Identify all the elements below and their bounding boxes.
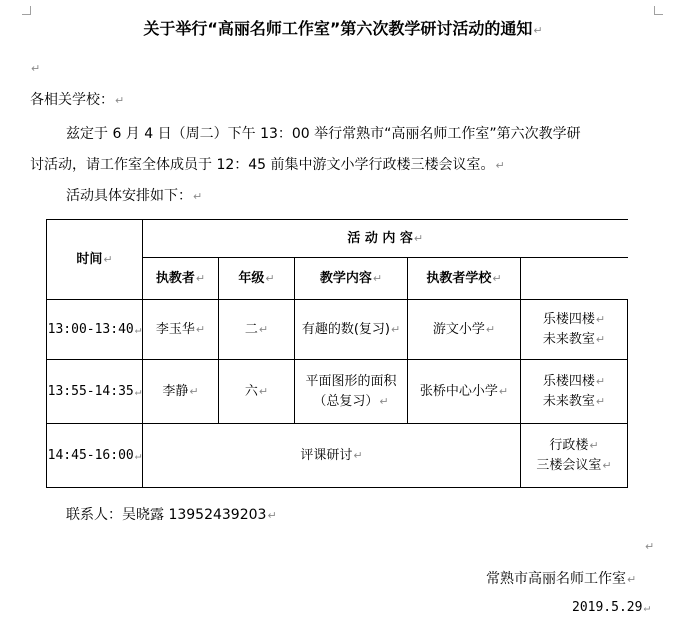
header-school: 执教者学校↵	[408, 258, 521, 300]
contact-line: 联系人：吴晓露 13952439203↵	[66, 507, 277, 523]
header-grade: 年级↵	[219, 258, 295, 300]
row-presenter: 李玉华↵	[143, 300, 219, 360]
header-time: 时间↵	[47, 220, 143, 300]
row-time: 13:55-14:35↵	[47, 360, 143, 424]
salutation: 各相关学校：↵	[30, 92, 125, 108]
signature-org: 常熟市高丽名师工作室↵	[486, 571, 637, 587]
paragraph-1-line-1: 兹定于 6 月 4 日（周二）下午 13：00 举行常熟市“高丽名师工作室”第六次教学研	[66, 126, 581, 142]
table-row	[47, 424, 628, 488]
row-school: 张桥中心小学↵	[408, 360, 521, 424]
table-row	[47, 360, 628, 424]
row-presenter: 李静↵	[143, 360, 219, 424]
row-time: 14:45-16:00↵	[47, 424, 143, 488]
row-grade: 六↵	[219, 360, 295, 424]
paragraph-1-line-2: 讨活动，请工作室全体成员于 12：45 前集中游文小学行政楼三楼会议室。↵	[30, 157, 505, 173]
margin-corner-right	[654, 6, 663, 15]
row-school: 游文小学↵	[408, 300, 521, 360]
header-content-group: 活 动 内 容↵	[143, 220, 628, 258]
schedule-table	[46, 219, 628, 488]
signature-date: 2019.5.29↵	[572, 600, 651, 615]
paragraph-2: 活动具体安排如下：↵	[66, 188, 203, 204]
row-activity: 评课研讨↵	[143, 424, 521, 488]
header-lesson: 教学内容↵	[295, 258, 408, 300]
margin-corner-left	[22, 6, 31, 15]
row-grade: 二↵	[219, 300, 295, 360]
paragraph-mark: ↵	[645, 540, 655, 553]
table-row	[47, 300, 628, 360]
paragraph-mark: ↵	[31, 62, 41, 75]
paragraph-mark: ↵	[533, 24, 543, 37]
row-location: 行政楼↵ 三楼会议室↵	[521, 424, 628, 488]
row-lesson: 有趣的数(复习)↵	[295, 300, 408, 360]
header-presenter: 执教者↵	[143, 258, 219, 300]
row-location: 乐楼四楼↵ 未来教室↵	[521, 360, 628, 424]
document-title: 关于举行“高丽名师工作室”第六次教学研讨活动的通知↵	[143, 19, 543, 38]
row-lesson: 平面图形的面积 （总复习）↵	[295, 360, 408, 424]
row-location: 乐楼四楼↵ 未来教室↵	[521, 300, 628, 360]
row-time: 13:00-13:40↵	[47, 300, 143, 360]
